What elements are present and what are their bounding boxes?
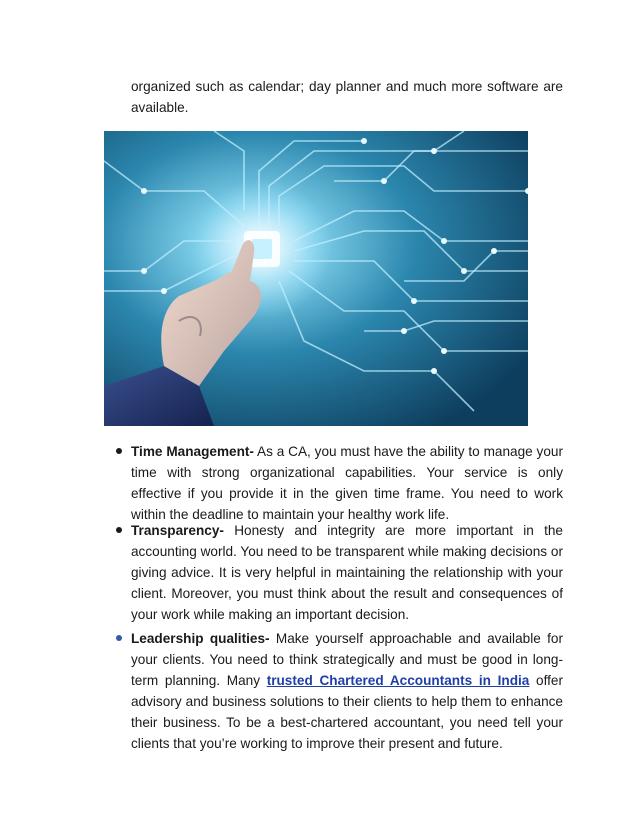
bullet-lead: Leadership qualities- bbox=[131, 631, 270, 646]
bullet-body: Honesty and integrity are more important in the accounting world. You need to be transparent while making decisions or giving advice. It is very helpful in maintaining the relationship with your client. Moreover, you must think about the result and consequences of your work while making an important decision. bbox=[131, 523, 563, 622]
bullet-lead: Time Management- bbox=[131, 444, 254, 459]
bullet-body: offer advisory and business solutions to their clients to help them to enhance their business. To be a best-chartered accountant, you need tell your clients that you’re working to improve their present and future. bbox=[131, 673, 564, 751]
bullet-dot-icon bbox=[116, 635, 122, 641]
bullet-body: As a CA, you must have the ability to manage your time with strong organizational capabilities. Your service is only effective if you provide it in the given time frame. You need to work within the deadline to maintain your healthy work life. bbox=[131, 444, 564, 522]
bullet-body: Make yourself approachable and available for your clients. You need to think strategically and must be good in long-term planning. Many bbox=[131, 631, 563, 688]
circuit-touch-image bbox=[104, 131, 528, 426]
intro-paragraph: organized such as calendar; day planner and much more software are available. bbox=[131, 79, 563, 115]
bullet-dot-icon bbox=[116, 527, 122, 533]
bullet-lead: Transparency- bbox=[131, 523, 224, 538]
bullet-dot-icon bbox=[116, 448, 122, 454]
trusted-ca-india-link[interactable]: trusted Chartered Accountants in India bbox=[266, 673, 530, 688]
